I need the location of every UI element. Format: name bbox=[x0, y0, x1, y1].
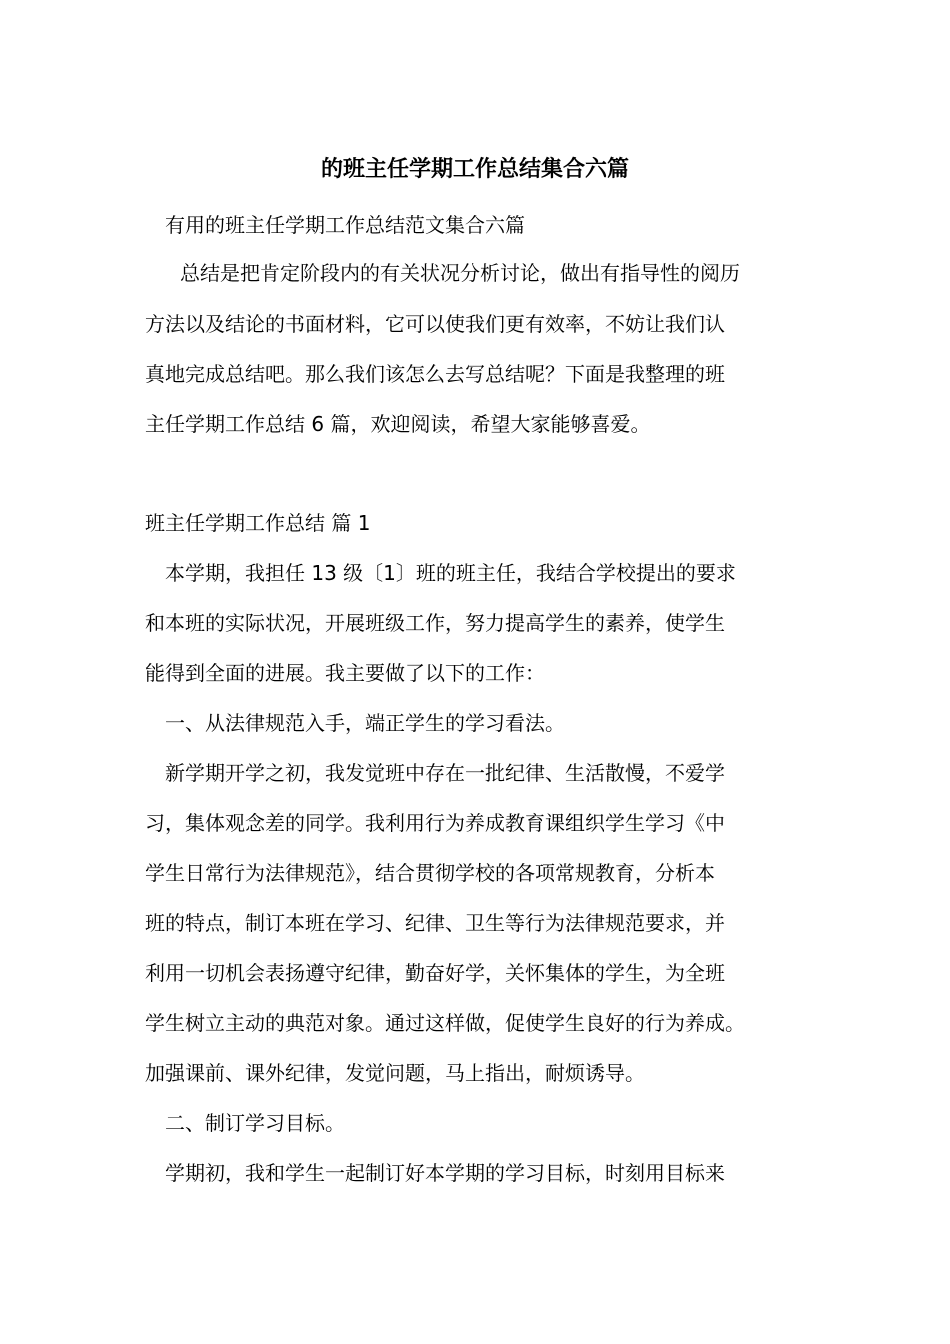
paragraph-line: 主任学期工作总结 6 篇，欢迎阅读，希望大家能够喜爱。 bbox=[145, 412, 651, 436]
paragraph-line: 总结是把肯定阶段内的有关状况分析讨论，做出有指导性的阅历 bbox=[180, 261, 740, 285]
paragraph-line: 学期初，我和学生一起制订好本学期的学习目标，时刻用目标来 bbox=[165, 1161, 725, 1185]
paragraph-line: 真地完成总结吧。那么我们该怎么去写总结呢？下面是我整理的班 bbox=[145, 362, 725, 386]
paragraph-line: 加强课前、课外纪律，发觉问题，马上指出，耐烦诱导。 bbox=[145, 1061, 645, 1085]
subtitle-line: 有用的班主任学期工作总结范文集合六篇 bbox=[165, 213, 525, 237]
document-title: 的班主任学期工作总结集合六篇 bbox=[320, 157, 629, 182]
paragraph-line: 新学期开学之初，我发觉班中存在一批纪律、生活散慢，不爱学 bbox=[165, 761, 725, 785]
paragraph-line: 学生树立主动的典范对象。通过这样做，促使学生良好的行为养成。 bbox=[145, 1011, 745, 1035]
paragraph-line: 和本班的实际状况，开展班级工作，努力提高学生的素养，使学生 bbox=[145, 611, 725, 635]
paragraph-line: 学生日常行为法律规范》，结合贯彻学校的各项常规教育，分析本 bbox=[145, 861, 715, 885]
paragraph-line: 利用一切机会表扬遵守纪律，勤奋好学，关怀集体的学生，为全班 bbox=[145, 961, 725, 985]
paragraph-line: 能得到全面的进展。我主要做了以下的工作： bbox=[145, 661, 545, 685]
paragraph-line: 本学期，我担任 13 级〔1〕班的班主任，我结合学校提出的要求 bbox=[165, 561, 736, 585]
paragraph-line: 班的特点，制订本班在学习、纪律、卫生等行为法律规范要求，并 bbox=[145, 911, 725, 935]
paragraph-line: 方法以及结论的书面材料，它可以使我们更有效率，不妨让我们认 bbox=[145, 312, 725, 336]
section-heading: 班主任学期工作总结 篇 1 bbox=[145, 511, 371, 535]
subsection-heading: 一、从法律规范入手，端正学生的学习看法。 bbox=[165, 711, 565, 735]
paragraph-line: 习，集体观念差的同学。我利用行为养成教育课组织学生学习《中 bbox=[145, 811, 725, 835]
subsection-heading: 二、制订学习目标。 bbox=[165, 1111, 345, 1135]
